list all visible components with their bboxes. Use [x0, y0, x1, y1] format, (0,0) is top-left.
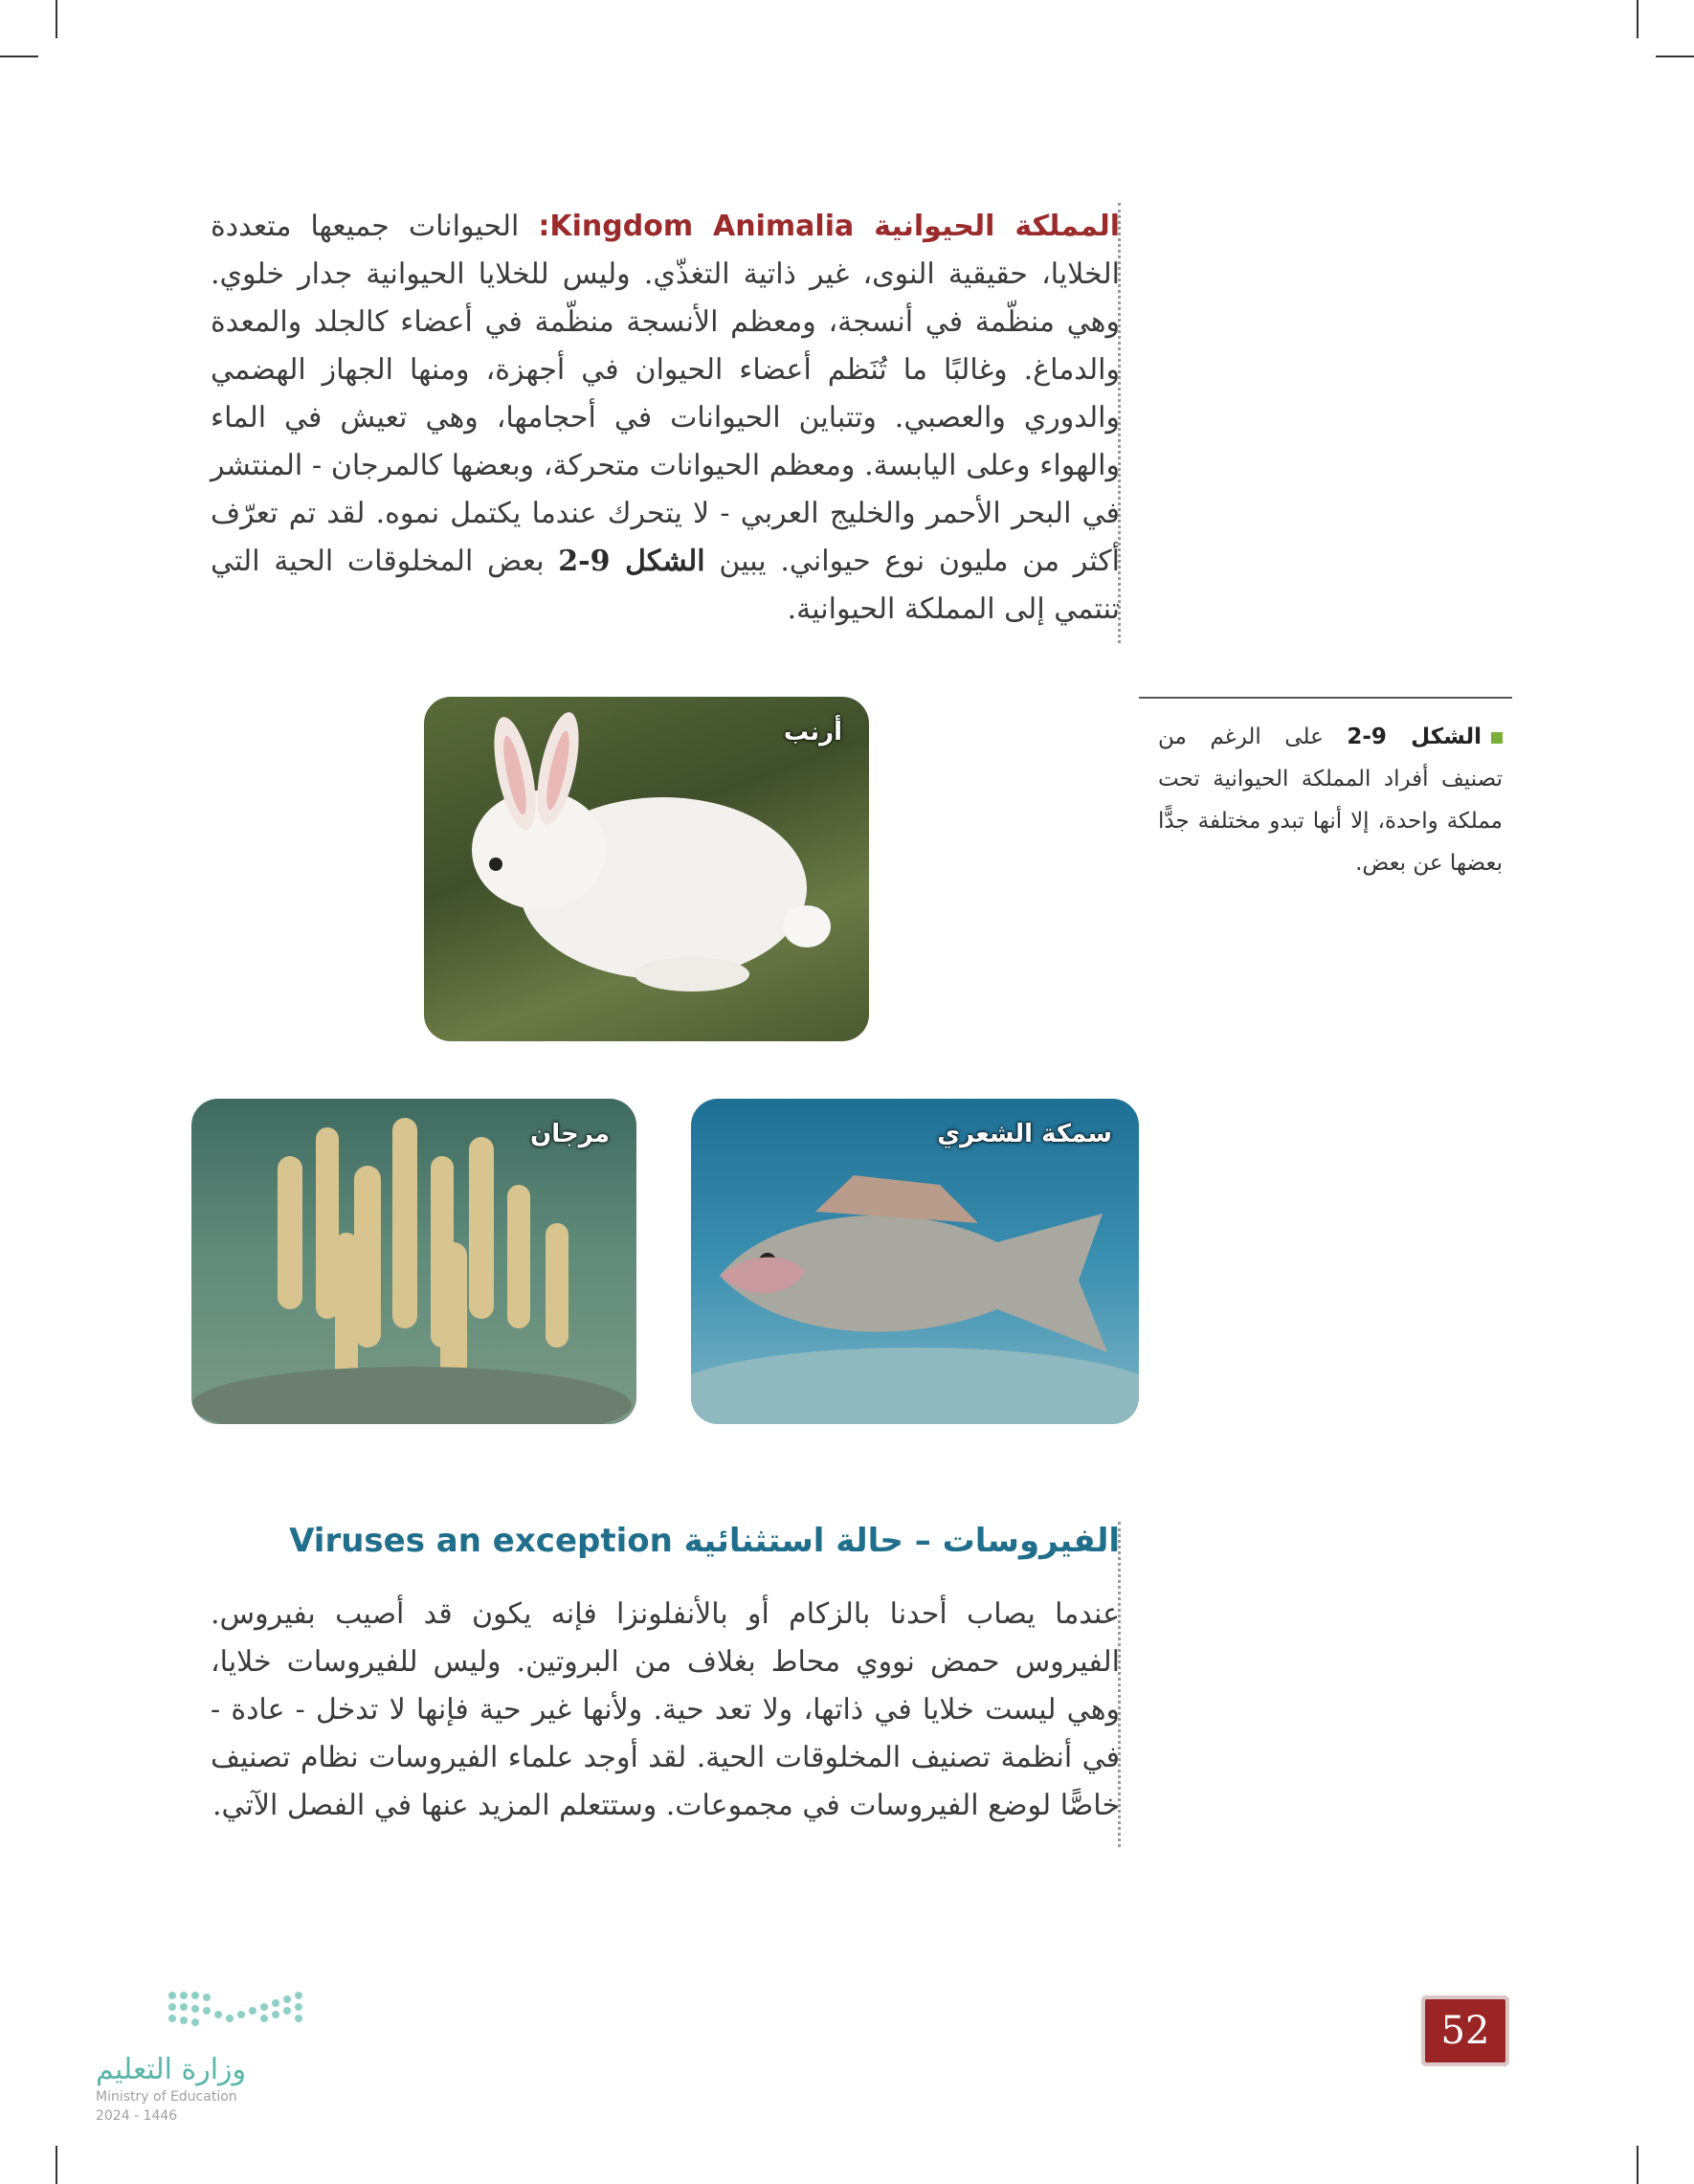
- caption-text: على الرغم من تصنيف أفراد المملكة الحيوانية تحت مملكة واحدة، إلا أنها تبدو مختلفة جدًّا بعضها عن بعض.: [1158, 724, 1503, 876]
- rabbit-photo: [424, 697, 869, 1041]
- section-heading: الفيروسات – حالة استثنائية Viruses an exception: [289, 1522, 1120, 1560]
- crop-mark: [0, 56, 38, 57]
- viruses-paragraph: عندما يصاب أحدنا بالزكام أو بالأنفلونزا فإنه يكون قد أصيب بفيروس. الفيروس حمض نووي محاط بغلاف من البروتين. وليس للفيروسات خلايا، وهي ليست خلايا في ذاتها، ولا تعد حية. ولأنها غير حية فإنها لا تدخل - عادة - في أنظمة تصنيف المخلوقات الحية. لقد أوجد علماء الفيروسات نظام تصنيف خاصًّا لوضع الفيروسات في مجموعات. وستتعلم المزيد عنها في الفصل الآتي.: [211, 1597, 1120, 1822]
- figure-caption: [1158, 716, 1503, 884]
- page-number: 52: [1421, 1995, 1509, 2066]
- caption-rule: [1139, 697, 1512, 699]
- fish-photo: [691, 1099, 1139, 1424]
- ministry-name-english: Ministry of Education: [96, 2089, 237, 2105]
- crop-mark: [56, 0, 57, 38]
- lead-term: المملكة الحيوانية Kingdom Animalia:: [538, 210, 1121, 243]
- crop-mark: [56, 2146, 57, 2184]
- crop-mark: [1656, 56, 1694, 57]
- fish-label: سمكة الشعري: [937, 1120, 1112, 1148]
- ministry-logo: [96, 1986, 316, 2124]
- figure-label: الشكل 9-2: [1347, 724, 1482, 749]
- paragraph-text: الحيوانات جميعها متعددة الخلايا، حقيقية النوى، غير ذاتية التغذّي. وليس للخلايا الحيوانية جدار خلوي. وهي منظّمة في أنسجة، ومعظم الأنسجة منظّمة في أعضاء كالجلد والمعدة والدماغ. وغالبًا ما تُنَظم أعضاء الحيوان في أجهزة، ومنها الجهاز الهضمي والدوري والعصبي. وتتباين الحيوانات في أحجامها، وهي تعيش في الماء والهواء وعلى اليابسة. ومعظم الحيوانات متحركة، وبعضها كالمرجان - المنتشر في البحر الأحمر والخليج العربي - لا يتحرك عندما يكتمل نموه. لقد تم تعرّف أكثر من مليون نوع حيواني. يبين: [211, 210, 1121, 578]
- ministry-name-arabic: وزارة التعليم: [96, 2053, 247, 2086]
- crop-mark: [1637, 2146, 1638, 2184]
- rabbit-image: [424, 697, 869, 1041]
- paragraph-text-end: بعض المخلوقات الحية التي تنتمي إلى المملكة الحيوانية.: [211, 545, 1120, 626]
- rabbit-label: أرنب: [783, 718, 842, 747]
- ministry-year: 2024 - 1446: [96, 2108, 178, 2124]
- figure-reference: الشكل 9-2: [558, 545, 705, 578]
- coral-label: مرجان: [530, 1120, 610, 1148]
- coral-photo: [191, 1099, 636, 1424]
- bullet-icon: [1491, 732, 1503, 744]
- ministry-dots-icon: [96, 1986, 316, 2043]
- crop-mark: [1637, 0, 1638, 38]
- kingdom-animalia-paragraph: [211, 203, 1120, 634]
